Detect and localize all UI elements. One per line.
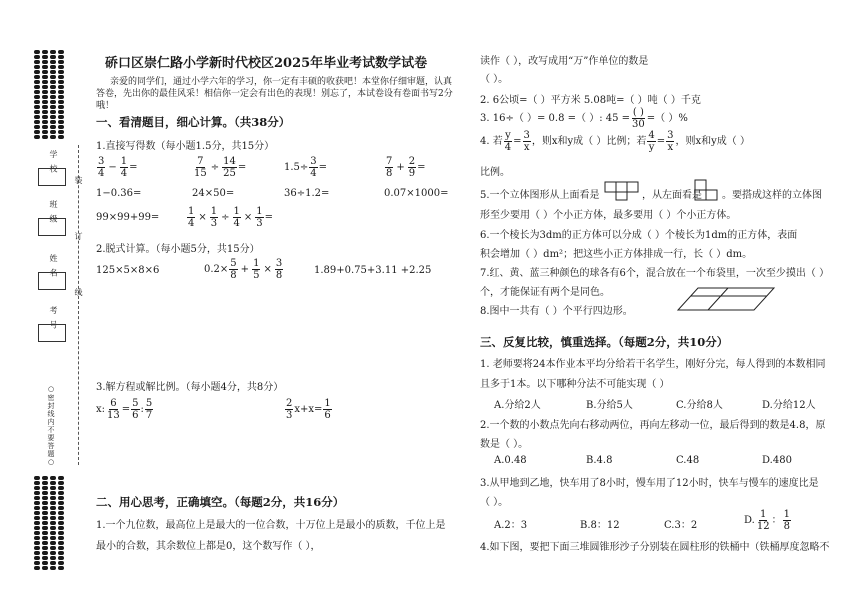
s2-q6-line1: 6.一个棱长为3dm的正方体可以分成（ ）个棱长为1dm的正方体，表面 xyxy=(480,230,798,241)
s2-q5-line2: 形至少要用（ ）个小正方体，最多要用（ ）个小正方体。 xyxy=(480,210,737,221)
parallelogram-divider xyxy=(708,288,728,310)
s3-q1-option-b[interactable]: B.分给5人 xyxy=(586,400,633,411)
calc-2a: 1−0.36= xyxy=(96,188,142,199)
binding-dot xyxy=(34,511,40,515)
binding-dot xyxy=(50,105,56,109)
binding-dot xyxy=(42,476,48,480)
fraction: $\frac{14}{25}$ xyxy=(223,156,236,179)
binding-dot xyxy=(42,541,48,545)
top-view-cell xyxy=(616,192,627,200)
binding-dot xyxy=(34,90,40,94)
section2-heading: 二、用心思考，正确填空。（每题2分，共16分） xyxy=(96,495,345,509)
binding-dots-bottom xyxy=(34,476,66,570)
s3-q2-option-a[interactable]: A.0.48 xyxy=(494,455,527,466)
left-view-cell xyxy=(706,190,717,200)
binding-dot xyxy=(34,70,40,74)
fraction: $\frac{y}{4}$ xyxy=(504,130,512,153)
binding-dot xyxy=(58,70,64,74)
binding-dot xyxy=(34,506,40,510)
binding-dot xyxy=(34,556,40,560)
binding-dot xyxy=(50,90,56,94)
binding-dot xyxy=(34,561,40,565)
binding-dot xyxy=(34,65,40,69)
binding-dot xyxy=(58,120,64,124)
binding-dot xyxy=(42,135,48,139)
binding-dot xyxy=(58,526,64,530)
seal-char-2: 订 xyxy=(74,232,83,241)
binding-dot xyxy=(42,80,48,84)
binding-dot xyxy=(50,516,56,520)
intro-line-3: 哦！ xyxy=(96,101,115,111)
intro-line-1: 亲爱的同学们，通过小学六年的学习，你一定有丰硕的收获吧！本堂你仔细审题，认真 xyxy=(110,77,453,87)
left-view-cell xyxy=(695,190,706,200)
s2-q7-line1: 7.红、黄、蓝三种颜色的球各有6个，混合放在一个布袋里，一次至少摸出（ ） xyxy=(480,268,830,279)
parallelogram-figure xyxy=(676,285,776,313)
binding-dot xyxy=(34,526,40,530)
binding-dot xyxy=(42,501,48,505)
binding-dot xyxy=(50,541,56,545)
q1-title: 1.直接写得数（每小题1.5分，共15分） xyxy=(96,141,275,152)
fraction: $\frac{1}{4}$ xyxy=(120,156,128,179)
binding-dot xyxy=(42,511,48,515)
binding-dot xyxy=(42,561,48,565)
binding-dot xyxy=(58,546,64,550)
binding-dot xyxy=(50,491,56,495)
s3-q1-option-a[interactable]: A.分给2人 xyxy=(494,400,541,411)
s2-q8: 8.图中一共有（ ）个平行四边形。 xyxy=(480,306,633,317)
binding-dot xyxy=(34,95,40,99)
binding-dot xyxy=(58,75,64,79)
binding-dot xyxy=(50,486,56,490)
binding-dot xyxy=(34,120,40,124)
binding-dot xyxy=(42,516,48,520)
binding-dot xyxy=(50,531,56,535)
fraction: $\frac{3}{4}$ xyxy=(98,156,105,179)
binding-dot xyxy=(34,486,40,490)
fraction: ( ) 30 xyxy=(632,107,645,130)
binding-dot xyxy=(34,566,40,570)
s3-q1-line2: 且多于1本。以下哪种分法不可能实现（ ） xyxy=(480,379,670,390)
binding-dot xyxy=(50,526,56,530)
binding-dot xyxy=(50,50,56,54)
s2-q3: 3. 16÷（ ）= 0.8 =（ ）: 45 = ( ) 30 =（ ）% xyxy=(480,107,688,130)
binding-dot xyxy=(42,110,48,114)
binding-dot xyxy=(34,100,40,104)
binding-dot xyxy=(42,60,48,64)
binding-dot xyxy=(58,100,64,104)
calc-1c: 1.5÷ $\frac{3}{4}$ = xyxy=(284,156,328,179)
binding-dot xyxy=(58,95,64,99)
fraction: $\frac{3}{8}$ xyxy=(275,258,283,281)
parallelogram-outline xyxy=(678,288,774,310)
binding-dot xyxy=(58,496,64,500)
s2-q1-line2: 最小的合数，其余数位上都是0，这个数写作（ ）， xyxy=(96,541,321,552)
binding-dot xyxy=(58,105,64,109)
fraction: $\frac{1}{8}$ xyxy=(783,509,790,532)
binding-dot xyxy=(34,125,40,129)
binding-dot xyxy=(50,100,56,104)
binding-dots-top xyxy=(34,50,66,139)
binding-dot xyxy=(50,481,56,485)
binding-dot xyxy=(42,130,48,134)
number-label: 考 号 xyxy=(49,306,58,331)
calc-3b: $\frac{1}{4}$ × $\frac{1}{3}$ ÷ $\frac{1}{4}$ × $\frac{1}{3}$ = xyxy=(188,206,274,229)
binding-dot xyxy=(50,135,56,139)
binding-dot xyxy=(42,531,48,535)
equation-a: x: $\frac{6}{13}$ = $\frac{5}{6}$ : $\frac{5}{7}$ xyxy=(96,398,153,421)
calc-q2b: 0.2× $\frac{5}{8}$ + $\frac{1}{5}$ × $\frac{3}{8}$ xyxy=(204,258,283,281)
binding-dot xyxy=(58,531,64,535)
seal-notice: ○密封线内不要答题○ xyxy=(47,385,55,467)
binding-dot xyxy=(50,125,56,129)
section3-heading: 三、反复比较，慎重选择。（每题2分，共10分） xyxy=(480,335,729,349)
s3-q3-option-c[interactable]: C.3：2 xyxy=(664,520,698,531)
binding-dot xyxy=(42,521,48,525)
binding-dot xyxy=(50,511,56,515)
top-view-cell xyxy=(627,182,638,192)
binding-dot xyxy=(42,496,48,500)
binding-dot xyxy=(58,85,64,89)
s3-q2-option-c[interactable]: C.48 xyxy=(676,455,700,466)
fraction: $\frac{3}{x}$ xyxy=(523,130,530,153)
s2-q6-line2: 积会增加（ ）dm²；把这些小正方体排成一行，长（ ）dm。 xyxy=(480,249,753,260)
binding-dot xyxy=(42,70,48,74)
binding-dot xyxy=(34,80,40,84)
binding-dot xyxy=(50,556,56,560)
calc-2c: 36÷1.2= xyxy=(284,188,330,199)
binding-dot xyxy=(42,120,48,124)
s2-q1-cont2: （ ）。 xyxy=(480,74,509,85)
binding-dot xyxy=(42,75,48,79)
binding-dot xyxy=(34,546,40,550)
s2-q1-cont1: 读作（ ），改写成用“万”作单位的数是 xyxy=(480,56,649,67)
fraction: $\frac{2}{3}$ xyxy=(286,398,293,421)
binding-dot xyxy=(58,476,64,480)
section1-heading: 一、看清题目，细心计算。（共38分） xyxy=(96,115,291,129)
binding-dot xyxy=(50,551,56,555)
s2-q1-line1: 1.一个九位数，最高位上是最大的一位合数，十万位上是最小的质数，千位上是 xyxy=(96,520,446,531)
binding-dot xyxy=(58,506,64,510)
binding-dot xyxy=(34,55,40,59)
binding-dot xyxy=(42,546,48,550)
binding-dot xyxy=(34,130,40,134)
binding-dot xyxy=(34,75,40,79)
fraction: $\frac{7}{15}$ xyxy=(194,156,207,179)
binding-dot xyxy=(50,95,56,99)
s3-q3-line2: （ ）。 xyxy=(480,497,509,508)
name-label: 姓 名 xyxy=(49,254,58,279)
binding-dot xyxy=(34,476,40,480)
s3-q1-option-d[interactable]: D.分给12人 xyxy=(762,400,816,411)
binding-dot xyxy=(42,65,48,69)
s3-q2-line1: 2.一个数的小数点先向右移动两位，再向左移动一位，最后得到的数是4.8，原 xyxy=(480,420,826,431)
fraction: $\frac{1}{4}$ xyxy=(188,206,195,229)
binding-dot xyxy=(42,85,48,89)
fraction: $\frac{1}{3}$ xyxy=(256,206,263,229)
binding-dot xyxy=(50,85,56,89)
s2-q2: 2. 6公顷=（ ）平方米 5.08吨=（ ）吨（ ）千克 xyxy=(480,95,701,106)
binding-dot xyxy=(58,521,64,525)
binding-dot xyxy=(58,556,64,560)
binding-dot xyxy=(50,476,56,480)
fraction: $\frac{1}{6}$ xyxy=(324,398,331,421)
calc-2b: 24×50= xyxy=(192,188,235,199)
binding-dot xyxy=(58,130,64,134)
fraction: $\frac{5}{8}$ xyxy=(230,258,237,281)
binding-dot xyxy=(50,110,56,114)
binding-dot xyxy=(42,566,48,570)
binding-dot xyxy=(50,496,56,500)
binding-dot xyxy=(58,55,64,59)
fraction: $\frac{5}{6}$ xyxy=(132,398,139,421)
s3-q3-option-a[interactable]: A.2：3 xyxy=(494,520,528,531)
binding-dot xyxy=(34,551,40,555)
fraction: $\frac{4}{y}$ xyxy=(648,130,655,153)
binding-dot xyxy=(58,50,64,54)
calc-2d: 0.07×1000= xyxy=(384,188,449,199)
name-field[interactable] xyxy=(38,272,66,290)
page-title: 硚口区崇仁路小学新时代校区2025年毕业考试数学试卷 xyxy=(105,56,428,71)
binding-dot xyxy=(50,561,56,565)
binding-dot xyxy=(42,90,48,94)
binding-dot xyxy=(42,536,48,540)
binding-dot xyxy=(42,105,48,109)
binding-dot xyxy=(34,501,40,505)
calc-1b: $\frac{7}{15}$ ÷ $\frac{14}{25}$ = xyxy=(194,156,247,179)
binding-dot xyxy=(50,80,56,84)
binding-dot xyxy=(42,55,48,59)
school-field[interactable] xyxy=(38,168,66,186)
binding-dot xyxy=(34,135,40,139)
fraction: $\frac{3}{x}$ xyxy=(667,130,674,153)
binding-dot xyxy=(34,521,40,525)
calc-1a: $\frac{3}{4}$ − $\frac{1}{4}$ = xyxy=(98,156,138,179)
binding-dot xyxy=(50,506,56,510)
calc-q2c: 1.89+0.75+3.11 +2.25 xyxy=(314,265,432,276)
top-view-cell xyxy=(616,182,627,192)
binding-dot xyxy=(58,566,64,570)
binding-dot xyxy=(42,486,48,490)
s3-q2-line2: 数是（ ）。 xyxy=(480,439,529,450)
binding-dot xyxy=(42,100,48,104)
s2-q5-a: 5.一个立体图形从上面看是 xyxy=(480,190,600,201)
binding-dot xyxy=(50,55,56,59)
binding-dot xyxy=(34,85,40,89)
binding-dot xyxy=(50,75,56,79)
binding-dot xyxy=(50,546,56,550)
s2-q5-c: 。要搭成这样的立体图 xyxy=(722,190,822,201)
binding-dot xyxy=(34,481,40,485)
class-field[interactable] xyxy=(38,218,66,236)
binding-dot xyxy=(58,536,64,540)
binding-dot xyxy=(58,135,64,139)
binding-dot xyxy=(34,115,40,119)
s2-q4: 4. 若 $\frac{y}{4}$ = $\frac{3}{x}$ ，则x和y成（ ）比例；若 $\frac{4}{y}$ = $\frac{3}{x}$ ，则x和y成（ ） xyxy=(480,130,750,153)
left-view-cell xyxy=(695,180,706,190)
number-field[interactable] xyxy=(38,324,66,342)
binding-dot xyxy=(42,115,48,119)
s2-q7-line2: 个，才能保证有两个是同色。 xyxy=(480,287,610,298)
top-view-cell xyxy=(605,182,616,192)
binding-dot xyxy=(42,526,48,530)
binding-dot xyxy=(58,551,64,555)
school-label: 学 校 xyxy=(49,150,58,175)
binding-dot xyxy=(34,536,40,540)
binding-dot xyxy=(50,536,56,540)
fraction: $\frac{1}{12}$ xyxy=(756,509,770,532)
binding-dot xyxy=(58,80,64,84)
fraction: $\frac{6}{13}$ xyxy=(107,398,120,421)
intro-line-2: 答卷，先出你的最佳风采！相信你一定会有出色的表现！别忘了，本试卷设有卷面书写2分 xyxy=(96,89,453,99)
binding-dot xyxy=(50,120,56,124)
binding-dot xyxy=(34,110,40,114)
binding-dot xyxy=(50,115,56,119)
s3-q1-line1: 1. 老师要将24本作业本平均分给若干名学生，刚好分完，每人得到的本数相同 xyxy=(480,359,826,370)
binding-dot xyxy=(58,486,64,490)
s3-q1-option-c[interactable]: C.分给8人 xyxy=(676,400,723,411)
seal-char-1: 装 xyxy=(74,176,83,185)
binding-dot xyxy=(58,501,64,505)
binding-dot xyxy=(34,496,40,500)
binding-dot xyxy=(58,511,64,515)
binding-dot xyxy=(58,491,64,495)
s2-q4-end: 比例。 xyxy=(480,167,510,178)
s3-q3-option-b[interactable]: B.8：12 xyxy=(580,520,620,531)
left-view-figure xyxy=(694,179,720,201)
fraction: $\frac{7}{8}$ xyxy=(386,156,393,179)
binding-dot xyxy=(34,50,40,54)
binding-dot xyxy=(58,65,64,69)
binding-dot xyxy=(34,60,40,64)
s3-q3-line1: 3.从甲地到乙地，快车用了8小时，慢车用了12小时，快车与慢车的速度比是 xyxy=(480,478,819,489)
binding-dot xyxy=(42,506,48,510)
binding-dot xyxy=(50,70,56,74)
binding-dot xyxy=(58,110,64,114)
binding-dot xyxy=(58,60,64,64)
fraction: $\frac{5}{7}$ xyxy=(145,398,153,421)
binding-dot xyxy=(58,481,64,485)
binding-dot xyxy=(50,60,56,64)
binding-dot xyxy=(50,521,56,525)
s3-q2-option-b[interactable]: B.4.8 xyxy=(586,455,613,466)
binding-dot xyxy=(58,115,64,119)
s2-q5-b: ，从左面看是 xyxy=(642,190,702,201)
calc-3a: 99×99+99= xyxy=(96,212,160,223)
binding-dot xyxy=(42,481,48,485)
binding-dot xyxy=(50,566,56,570)
binding-dot xyxy=(42,491,48,495)
fraction: $\frac{2}{9}$ xyxy=(408,156,416,179)
top-view-figure xyxy=(604,181,640,201)
binding-dot xyxy=(50,130,56,134)
binding-dot xyxy=(58,541,64,545)
binding-dot xyxy=(50,65,56,69)
fraction: $\frac{1}{5}$ xyxy=(253,258,260,281)
binding-dot xyxy=(58,561,64,565)
binding-dot xyxy=(42,125,48,129)
calc-q2a: 125×5×8×6 xyxy=(96,265,160,276)
fraction: $\frac{1}{3}$ xyxy=(210,206,218,229)
fraction: $\frac{3}{4}$ xyxy=(310,156,317,179)
binding-dot xyxy=(42,556,48,560)
q3-title: 3.解方程或解比例。（每小题4分，共8分） xyxy=(96,382,284,393)
seal-line xyxy=(78,145,79,465)
binding-dot xyxy=(42,50,48,54)
binding-dot xyxy=(34,516,40,520)
binding-dot xyxy=(42,95,48,99)
calc-1d: $\frac{7}{8}$ + $\frac{2}{9}$ = xyxy=(386,156,426,179)
binding-dot xyxy=(58,125,64,129)
q2-title: 2.脱式计算。（每小题5分，共15分） xyxy=(96,244,260,255)
binding-dot xyxy=(50,501,56,505)
binding-dot xyxy=(34,541,40,545)
equation-b: $\frac{2}{3}$ x+x= $\frac{1}{6}$ xyxy=(286,398,331,421)
fraction: $\frac{1}{4}$ xyxy=(233,206,240,229)
s3-q2-option-d[interactable]: D.480 xyxy=(762,455,792,466)
binding-dot xyxy=(34,105,40,109)
binding-dot xyxy=(58,90,64,94)
seal-char-3: 线 xyxy=(74,288,83,297)
binding-dot xyxy=(34,531,40,535)
s3-q4-line1: 4.如下图，要把下面三堆圆锥形沙子分别装在圆柱形的铁桶中（铁桶厚度忽略不 xyxy=(480,542,830,553)
binding-dot xyxy=(58,516,64,520)
s3-q3-option-d[interactable]: D. $\frac{1}{12}$ ： $\frac{1}{8}$ xyxy=(744,509,790,532)
binding-dot xyxy=(34,491,40,495)
binding-dot xyxy=(42,551,48,555)
class-label: 班 级 xyxy=(49,200,58,225)
